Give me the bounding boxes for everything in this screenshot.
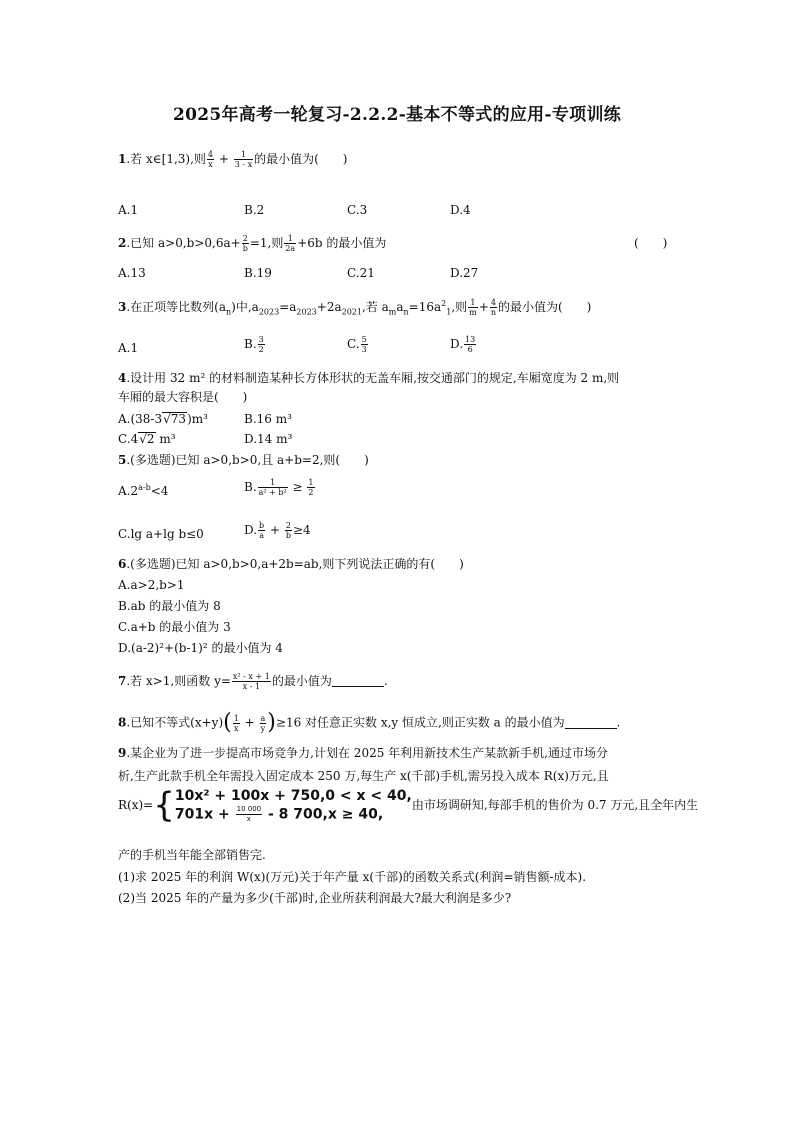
fraction <box>242 234 249 253</box>
question-1 <box>118 150 347 169</box>
q9-text: 由市场调研知,每部手机的售价为 0.7 万元,且全年内生 <box>411 798 699 812</box>
option-d <box>244 521 311 540</box>
q3-text: a <box>396 300 404 314</box>
question-5 <box>118 452 369 468</box>
option-a: A.1 <box>118 203 139 217</box>
option-c <box>118 431 176 447</box>
numerator: 4 <box>207 150 214 159</box>
q3-text: ,则 <box>451 300 468 314</box>
option-b <box>244 478 316 497</box>
denominator: x - 1 <box>242 682 261 691</box>
answer-blank[interactable] <box>565 728 617 729</box>
sqrt-symbol: √2 <box>139 432 155 446</box>
answer-blank[interactable] <box>332 686 384 687</box>
option-text: )m³ <box>187 412 208 426</box>
option-c: C.3 <box>347 203 368 217</box>
option-d <box>450 335 477 354</box>
fraction <box>258 335 265 354</box>
question-number: 5 <box>118 453 127 467</box>
option-text: ≥4 <box>292 523 311 537</box>
numerator: 1 <box>233 713 239 723</box>
fraction <box>468 298 478 317</box>
option-text: C.4 <box>118 432 139 446</box>
case-2-text: 701x + <box>174 806 235 823</box>
question-number: 9 <box>118 746 127 760</box>
numerator: 2 <box>242 234 248 243</box>
q3-text: .在正项等比数列(a <box>126 300 227 314</box>
question-8 <box>118 712 620 734</box>
denominator: 3 <box>361 345 367 354</box>
fraction <box>236 805 263 824</box>
q3-tail: 的最小值为( ) <box>497 300 592 314</box>
denominator: b <box>242 244 248 253</box>
q3-text: )中,a <box>231 300 259 314</box>
case-1: 10x² + 100x + 750,0 < x < 40, <box>174 788 412 804</box>
fraction <box>307 478 314 497</box>
open-paren: ( <box>223 710 232 735</box>
q9-text: .某企业为了进一步提高市场竞争力,计划在 2025 年利用新技术生产某款新手机,通过市场分 <box>126 746 608 760</box>
option-b: B.19 <box>244 266 272 280</box>
radicand: 2 <box>146 432 155 446</box>
option-b <box>244 335 266 354</box>
denominator: x <box>208 160 213 169</box>
brace-icon: { <box>153 785 175 826</box>
question-9-line4: 产的手机当年能全部销售完. <box>118 848 266 862</box>
q7-text: 的最小值为 <box>271 674 332 688</box>
denominator: x <box>246 815 251 823</box>
case-2-text: - 8 700,x ≥ 40, <box>263 806 384 823</box>
fraction <box>260 714 267 733</box>
option-a: A.13 <box>118 266 146 280</box>
denominator: n <box>490 308 496 317</box>
fraction <box>232 672 271 691</box>
fraction <box>490 298 497 317</box>
operator: + <box>266 523 284 537</box>
piecewise-function <box>118 785 698 825</box>
option-a <box>118 411 208 427</box>
fraction <box>285 521 292 540</box>
denominator: y <box>260 723 266 733</box>
option-d: D.27 <box>450 266 479 280</box>
denominator: m <box>469 308 477 317</box>
numerator: 1 <box>258 478 288 488</box>
q8-text: .已知不等式(x+y) <box>126 715 224 730</box>
option-text: A.2 <box>118 484 139 498</box>
numerator: 13 <box>465 335 476 344</box>
option-a <box>118 483 168 499</box>
fraction <box>464 335 476 354</box>
numerator: 5 <box>361 335 367 344</box>
q6-text: .(多选题)已知 a>0,b>0,a+2b=ab,则下列说法正确的有( ) <box>126 557 464 571</box>
option-label: D. <box>244 523 258 537</box>
case-2 <box>175 805 412 824</box>
q1-prefix: .若 <box>126 152 146 166</box>
denominator: a <box>259 531 264 540</box>
numerator: 10 000 <box>236 805 262 813</box>
option-text: <4 <box>150 484 169 498</box>
denominator: 3 - x <box>234 160 253 169</box>
sub-question-1: (1)求 2025 年的利润 W(x)(万元)关于年产量 x(千部)的函数关系式(利润=销售额-成本). <box>118 870 587 884</box>
q5-text: .(多选题)已知 a>0,b>0,且 a+b=2,则( ) <box>126 453 369 467</box>
q3-text: +2a <box>316 300 342 314</box>
option-b: B.ab 的最小值为 8 <box>118 599 221 613</box>
denominator: 6 <box>467 345 473 354</box>
radicand: 73 <box>170 412 187 426</box>
numerator: 1 <box>468 298 478 308</box>
operator: + <box>215 152 233 166</box>
option-d: D.4 <box>450 203 471 217</box>
fraction <box>284 234 296 253</box>
question-2 <box>118 234 386 253</box>
sqrt-symbol: √73 <box>163 412 187 426</box>
numerator: 3 <box>258 335 264 344</box>
option-label: D. <box>450 337 464 351</box>
numerator: 1 <box>308 478 314 487</box>
denominator: 2 <box>308 488 314 497</box>
denominator: b <box>285 531 291 540</box>
close-paren: ) <box>267 710 276 735</box>
piecewise-cases <box>175 787 412 824</box>
question-number: 2 <box>118 236 127 250</box>
q2-text: .已知 a>0,b>0,6a+ <box>126 236 241 250</box>
option-label: B. <box>244 337 257 351</box>
q1-tail: 的最小值为( ) <box>254 152 348 166</box>
option-c: C.a+b 的最小值为 3 <box>118 620 231 634</box>
fraction <box>258 521 265 540</box>
page-title: 2025年高考一轮复习-2.2.2-基本不等式的应用-专项训练 <box>172 105 622 125</box>
option-text: A.(38-3 <box>118 412 163 426</box>
question-6 <box>118 556 464 572</box>
question-7: 7.若 x>1,则函数 y= $\frac{\text{x² - x + 1}}{x - 1}$ 的最小值为 . <box>118 672 388 691</box>
question-number: 6 <box>118 557 127 571</box>
question-4-cont: 车厢的最大容积是( ) <box>118 390 248 404</box>
fraction <box>258 478 288 497</box>
fraction <box>233 714 240 733</box>
question-number: 8 <box>118 715 127 730</box>
function-label: R(x)= <box>118 798 154 812</box>
operator: + <box>240 715 259 730</box>
question-number: 3 <box>118 300 127 314</box>
question-number: 7 <box>118 674 127 688</box>
question-number: 1 <box>118 152 127 166</box>
fraction <box>207 150 214 169</box>
q4-text: .设计用 32 m² 的材料制造某种长方体形状的无盖车厢,按交通部门的规定,车厢宽度为 2 m,则 <box>126 371 620 385</box>
numerator: x² - x + 1 <box>232 672 270 681</box>
q3-text: ,若 a <box>361 300 389 314</box>
q2-text: +6b 的最小值为 <box>297 236 387 250</box>
option-a: A.a>2,b>1 <box>118 578 185 592</box>
q1-condition: x∈[1,3),则 <box>146 152 206 166</box>
option-c <box>347 335 369 354</box>
question-9 <box>118 745 608 761</box>
option-label: C. <box>347 337 360 351</box>
option-label: B. <box>244 480 257 494</box>
numerator: 2 <box>285 521 291 530</box>
denominator: a² + b² <box>258 488 287 497</box>
numerator: 1 <box>284 234 296 244</box>
option-text: m³ <box>155 432 176 446</box>
fraction <box>361 335 368 354</box>
answer-paren: ( ) <box>634 236 668 250</box>
denominator: 2 <box>258 345 264 354</box>
denominator: x <box>234 723 239 733</box>
option-c: C.lg a+lg b≤0 <box>118 527 204 541</box>
question-9-line2: 析,生产此款手机全年需投入固定成本 250 万,每生产 x(千部)手机,需另投入成本 R(x)万元,且 <box>118 769 609 783</box>
option-b: B.16 m³ <box>244 412 292 426</box>
q2-text: =1,则 <box>249 236 284 250</box>
option-a: A.1 <box>118 341 139 355</box>
q8-text: ≥16 对任意正实数 x,y 恒成立,则正实数 a 的最小值为 <box>275 715 565 730</box>
option-b: B.2 <box>244 203 265 217</box>
sub-question-2: (2)当 2025 年的产量为多少(千部)时,企业所获利润最大?最大利润是多少? <box>118 891 512 905</box>
q3-text: =a <box>279 300 297 314</box>
question-number: 4 <box>118 371 127 385</box>
q3-text: =16a <box>408 300 442 314</box>
numerator: 1 <box>234 150 253 160</box>
denominator: 2a <box>285 244 296 253</box>
question-3: 3.在正项等比数列$(a_n)$中$,a_{2023}=a_{2023}+2a_{2021}$,若 $a_ma_n=16a^2_1$,则 $\frac{1}{m}$ + $\frac{4}{n}$ 的最小值为( ) <box>118 298 592 317</box>
numerator: a <box>260 713 266 723</box>
operator: ≥ <box>288 480 307 494</box>
question-4 <box>118 370 619 386</box>
exponent: a-b <box>138 483 151 492</box>
option-d: D.(a-2)²+(b-1)² 的最小值为 4 <box>118 641 283 655</box>
q7-text: .若 x>1,则函数 y= <box>126 674 231 688</box>
fraction <box>234 150 253 169</box>
numerator: 4 <box>490 298 496 307</box>
option-d: D.14 m³ <box>244 432 293 446</box>
option-c: C.21 <box>347 266 375 280</box>
q8-end: . <box>616 715 621 730</box>
numerator: b <box>259 521 265 530</box>
